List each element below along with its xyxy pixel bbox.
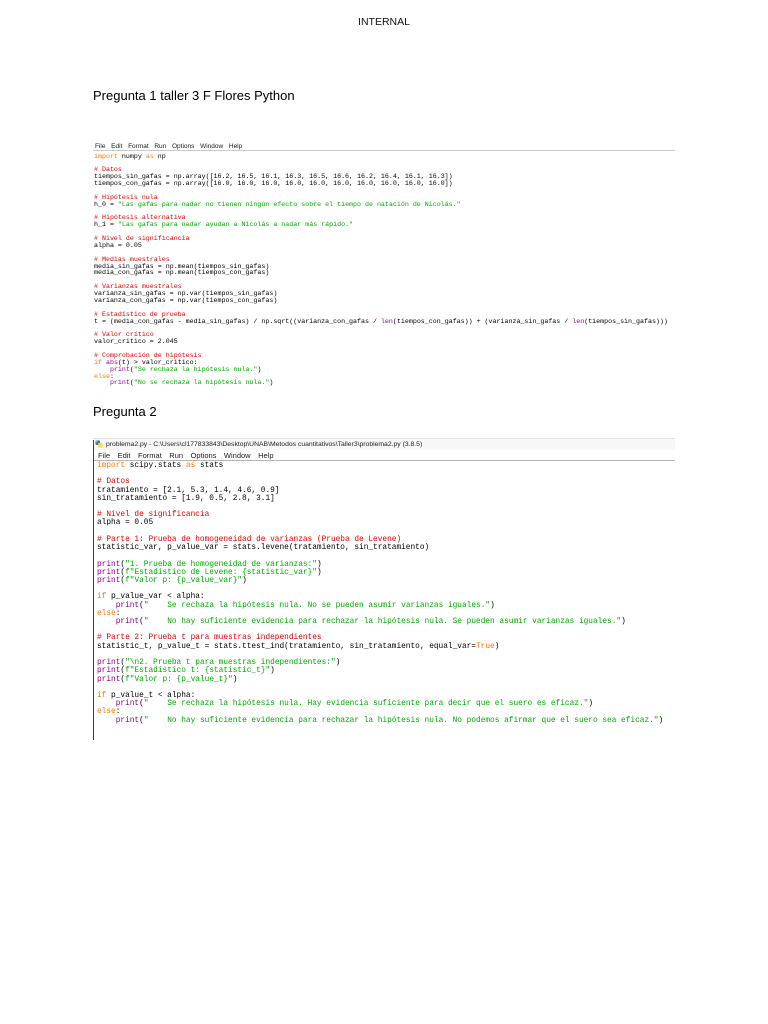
code-text: ) xyxy=(621,618,626,627)
code-line xyxy=(94,235,668,242)
code-line xyxy=(94,318,668,325)
code-text: ( xyxy=(120,576,126,585)
code-line xyxy=(94,366,668,373)
code-text: ) xyxy=(335,659,341,668)
code-line xyxy=(97,519,663,527)
code-string: f"Valor p: {p_value_var}" xyxy=(125,576,243,585)
code-text: (t) > valor_critico: xyxy=(117,357,198,366)
code-string: " Se rechaza la hipótesis nula. No se pueden asumir varianzas iguales." xyxy=(143,601,491,610)
code-text: ) xyxy=(269,378,274,387)
code-text: : xyxy=(109,371,114,380)
code-text: ( xyxy=(139,601,144,610)
code-text: ) xyxy=(658,716,664,725)
code-string: "\n2. Prueba t para muestras independientes:" xyxy=(125,659,336,668)
code-line xyxy=(94,269,668,276)
code-string: "Las gafas para nadar ayudan a Nicolás a nadar más rápido." xyxy=(117,220,354,229)
code-text: statistic_t, p_value_t = stats.ttest_ind(tratamiento, sin_tratamiento, equal_var= xyxy=(97,642,476,651)
menu-file: File xyxy=(98,451,111,460)
code-builtin: print xyxy=(97,618,140,627)
menu-help: Help xyxy=(258,451,274,460)
menu-help: Help xyxy=(228,143,243,150)
menu-edit: Edit xyxy=(117,451,131,460)
code-line xyxy=(94,153,668,160)
code-line xyxy=(94,331,668,338)
code-builtin: print xyxy=(97,716,140,725)
code-text: ) xyxy=(232,675,238,684)
code-builtin: print xyxy=(97,568,121,577)
window-title: problema2.py - C:\Users\cl177833843\Desktop\UNAB\Metodos cuantitativos\Taller3\problema2.py (3.8.5) xyxy=(106,441,423,448)
idle-app-icon xyxy=(95,440,103,448)
code-line xyxy=(97,487,663,495)
code-string: f"Estadístico de Levene: {statistic_var}" xyxy=(125,568,317,577)
code-line xyxy=(97,602,663,610)
code-text: ( xyxy=(120,675,126,684)
idle-editor-screenshot-2 xyxy=(93,438,675,740)
code-comment: # Varianzas muestrales xyxy=(94,282,182,291)
code-text: ) xyxy=(270,667,275,676)
code-string: f"Estadístico t: {statistic_t}" xyxy=(125,667,271,676)
code-keyword: if xyxy=(94,357,106,366)
code-comment: # Parte 1: Prueba de homogeneidad de varianzas (Prueba de Levene) xyxy=(97,535,402,544)
code-keyword: as xyxy=(145,151,154,160)
code-text: p_value_t < alpha: xyxy=(106,692,196,701)
code-text: stats xyxy=(195,461,224,470)
code-line xyxy=(97,561,663,569)
code-string: " No hay suficiente evidencia para rechazar la hipótesis nula. No podemos afirmar que el suero sea eficaz." xyxy=(143,716,659,725)
code-builtin: print xyxy=(97,601,140,610)
code-line xyxy=(97,692,663,700)
code-keyword: if xyxy=(97,692,107,701)
code-keyword: True xyxy=(476,642,495,651)
code-line xyxy=(97,528,663,536)
code-builtin: print xyxy=(94,364,130,373)
code-text: ( xyxy=(120,659,126,668)
menu-options: Options xyxy=(171,143,195,150)
code-text: h_1 = xyxy=(94,220,118,229)
idle-title-bar xyxy=(93,438,675,450)
code-comment: # Hipótesis nula xyxy=(94,192,158,201)
code-line xyxy=(97,700,663,708)
code-text: h_0 = xyxy=(94,199,118,208)
code-text: valor_critico = 2.045 xyxy=(94,337,178,346)
code-line xyxy=(97,676,663,684)
code-line xyxy=(94,159,668,166)
code-line xyxy=(94,249,668,256)
code-string: "No se rechaza la hipótesis nula." xyxy=(133,378,270,387)
classification-label: INTERNAL xyxy=(358,16,410,28)
code-text: ) xyxy=(490,601,495,610)
code-line xyxy=(94,187,668,194)
code-line xyxy=(97,684,663,692)
code-line xyxy=(97,618,663,626)
code-line xyxy=(97,470,663,478)
code-text: statistic_var, p_value_var = stats.levene(tratamiento, sin_tratamiento) xyxy=(97,544,430,553)
code-comment: # Medias muestrales xyxy=(94,254,170,263)
code-text: : xyxy=(115,609,121,618)
code-line xyxy=(97,495,663,503)
code-text: tiempos_sin_gafas = np.array([16.2, 16.5, 16.1, 16.3, 16.5, 16.6, 16.2, 16.4, 16.1, 16.3]) xyxy=(94,172,453,181)
menu-edit: Edit xyxy=(111,143,123,150)
code-line xyxy=(97,511,663,519)
code-text: numpy xyxy=(117,151,146,160)
menu-window: Window xyxy=(200,143,224,150)
question-2-heading: Pregunta 2 xyxy=(93,404,157,419)
code-string: f"Valor p: {p_value_t}" xyxy=(125,675,233,684)
code-builtin: print xyxy=(97,667,121,676)
code-line xyxy=(97,462,663,470)
code-string: "1. Prueba de homogeneidad de varianzas:" xyxy=(125,560,317,569)
code-builtin: print xyxy=(97,659,121,668)
code-line xyxy=(97,717,663,725)
code-keyword: else xyxy=(97,609,116,618)
code-line xyxy=(94,180,668,187)
code-text: alpha = 0.05 xyxy=(97,519,154,528)
code-text: : xyxy=(115,708,121,717)
code-line xyxy=(97,667,663,675)
code-builtin: print xyxy=(97,700,140,709)
code-text: varianza_sin_gafas = np.var(tiempos_sin_gafas) xyxy=(94,289,278,297)
code-builtin: print xyxy=(94,378,130,387)
code-text: ) xyxy=(588,700,593,709)
menu-run: Run xyxy=(169,451,184,460)
code-string: "Las gafas para nadar no tienen ningún efecto sobre el tiempo de natación de Nicolás." xyxy=(117,199,461,208)
code-text: p_value_var < alpha: xyxy=(106,593,205,602)
code-line xyxy=(94,379,668,386)
code-string: "Se rechaza la hipótesis nula." xyxy=(133,364,258,373)
menu-window: Window xyxy=(223,451,251,460)
menu-format: Format xyxy=(128,143,149,150)
code-line xyxy=(94,297,668,304)
code-text: ( xyxy=(129,378,134,387)
code-builtin: print xyxy=(97,560,121,569)
menu-run: Run xyxy=(154,143,167,150)
menu-format: Format xyxy=(138,451,162,460)
code-line xyxy=(97,708,663,716)
code-comment: # Datos xyxy=(97,478,130,487)
code-comment: # Estadístico de prueba xyxy=(94,309,186,318)
code-text: varianza_con_gafas = np.var(tiempos_con_gafas) xyxy=(94,295,278,304)
code-text: ( xyxy=(139,700,144,709)
code-text: ) xyxy=(316,568,322,577)
code-builtin: print xyxy=(97,675,121,684)
code-text: np xyxy=(153,151,166,160)
code-text: ( xyxy=(129,364,134,373)
code-comment: # Nivel de significancia xyxy=(94,234,190,242)
code-keyword: else xyxy=(97,708,116,717)
code-editor-text xyxy=(94,153,668,387)
code-line xyxy=(97,626,663,634)
menu-file: File xyxy=(95,143,106,150)
code-text: ( xyxy=(139,716,144,725)
code-text: media_con_gafas = np.mean(tiempos_con_gafas) xyxy=(94,268,270,277)
code-text: scipy.stats xyxy=(125,461,186,470)
code-line xyxy=(97,536,663,544)
code-text: t = (media_con_gafas - media_sin_gafas) / np.sqrt((varianza_con_gafas / xyxy=(94,316,381,325)
code-keyword: else xyxy=(94,371,110,380)
code-comment: # Comprobación de hipótesis xyxy=(94,350,202,359)
code-comment: # Hipótesis alternativa xyxy=(94,213,186,222)
code-line xyxy=(94,221,668,228)
code-text: ( xyxy=(120,667,126,676)
code-text: media_sin_gafas = np.mean(tiempos_sin_gafas) xyxy=(94,261,270,270)
code-line xyxy=(97,659,663,667)
code-line xyxy=(94,324,668,331)
idle-menu-bar xyxy=(93,450,675,461)
code-comment: # Nivel de significancia xyxy=(97,511,210,520)
code-builtin: len xyxy=(572,316,585,325)
code-keyword: import xyxy=(97,461,126,470)
code-line xyxy=(97,610,663,618)
code-text: sin_tratamiento = [1.9, 0.5, 2.8, 3.1] xyxy=(97,494,275,503)
code-line xyxy=(97,569,663,577)
code-keyword: as xyxy=(185,461,196,470)
code-comment: # Datos xyxy=(94,165,122,174)
menu-options: Options xyxy=(190,451,217,460)
code-line xyxy=(97,593,663,601)
idle-menu-bar xyxy=(93,143,675,151)
code-comment: # Valor crítico xyxy=(94,330,154,339)
code-text: ( xyxy=(120,568,126,577)
code-line xyxy=(97,478,663,486)
code-text: ) xyxy=(494,642,500,651)
code-comment: # Parte 2: Prueba t para muestras independientes xyxy=(97,634,322,643)
code-text: ) xyxy=(316,560,322,569)
code-builtin: abs xyxy=(105,357,118,366)
code-text: ) xyxy=(257,364,262,373)
code-string: " Se rechaza la hipótesis nula. Hay evidencia suficiente para decir que el suero es eficaz." xyxy=(143,700,589,709)
code-text: ) xyxy=(242,576,247,585)
code-text: tiempos_con_gafas = np.array([16.0, 16.0, 16.0, 16.0, 16.0, 16.0, 16.0, 16.0, 16.0, 16.0]) xyxy=(94,179,453,187)
code-line xyxy=(94,338,668,345)
code-keyword: if xyxy=(97,593,107,602)
code-text: tratamiento = [2.1, 5.3, 1.4, 4.6, 0.9] xyxy=(97,486,280,495)
code-line xyxy=(97,503,663,511)
code-builtin: print xyxy=(97,576,121,585)
code-line xyxy=(97,585,663,593)
code-text: (tiempos_sin_gafas))) xyxy=(584,316,668,325)
code-line xyxy=(97,552,663,560)
window-left-border xyxy=(93,440,94,740)
code-line xyxy=(97,577,663,585)
code-editor-text xyxy=(97,462,663,725)
code-text: ( xyxy=(139,618,144,627)
code-string: " No hay suficiente evidencia para rechazar la hipótesis nula. Se pueden asumir varianzas iguales." xyxy=(143,618,622,627)
code-keyword: import xyxy=(94,151,118,160)
code-line xyxy=(94,242,668,249)
code-text: (tiempos_con_gafas)) + (varianza_sin_gafas / xyxy=(392,316,573,325)
code-line xyxy=(97,544,663,552)
code-builtin: len xyxy=(380,316,393,325)
code-line xyxy=(97,651,663,659)
code-text: alpha = 0.05 xyxy=(94,240,142,249)
idle-editor-screenshot-1 xyxy=(93,142,675,390)
code-line xyxy=(94,201,668,208)
code-line xyxy=(97,643,663,651)
question-1-heading: Pregunta 1 taller 3 F Flores Python xyxy=(93,88,295,103)
code-line xyxy=(97,634,663,642)
code-text: ( xyxy=(120,560,126,569)
